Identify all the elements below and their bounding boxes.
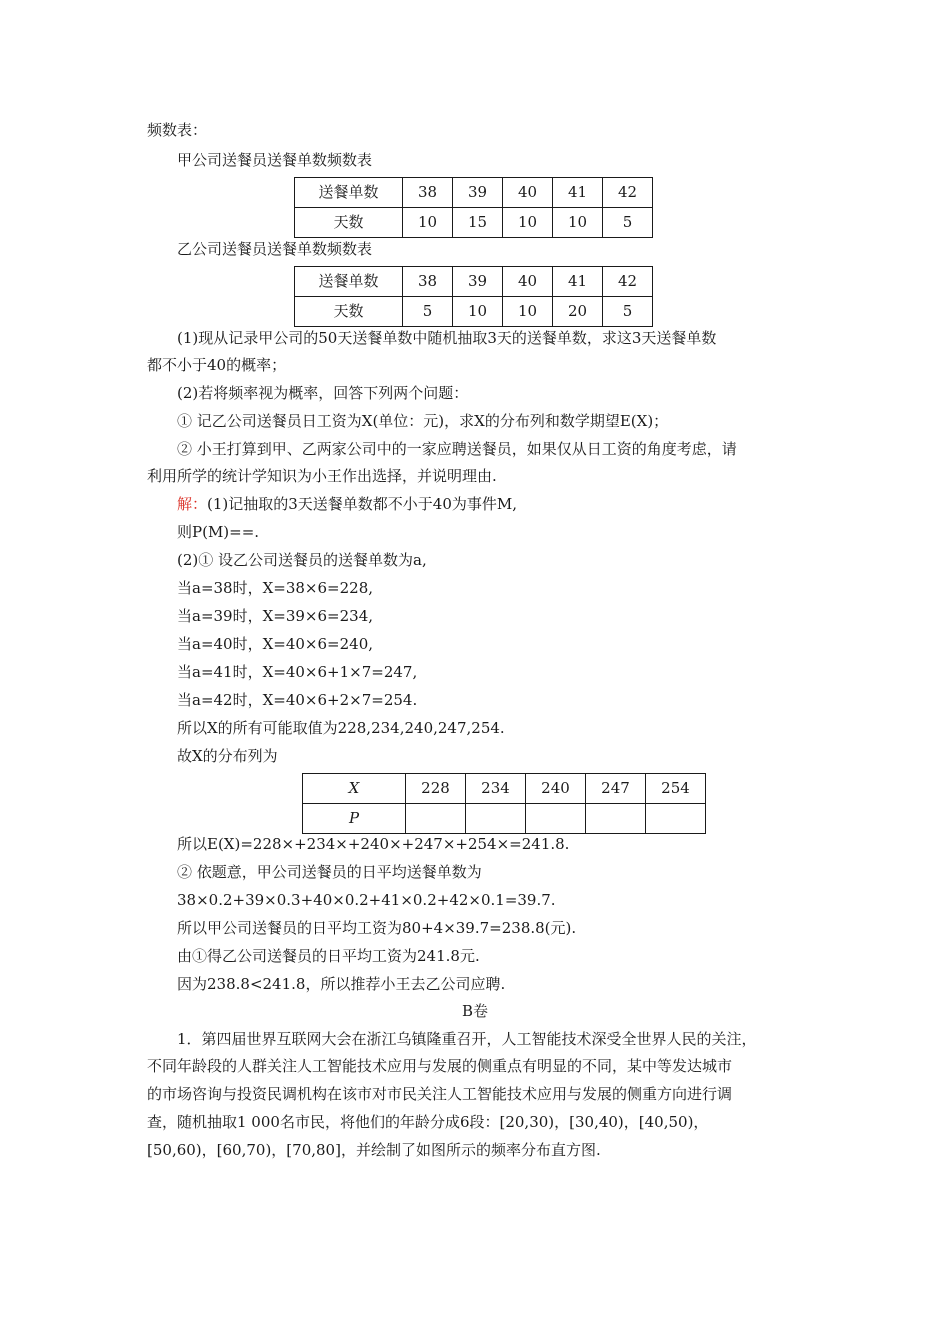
table-cell: 5	[603, 208, 653, 238]
table-cell: 5	[603, 297, 653, 327]
table-header-cell: 天数	[295, 208, 403, 238]
question-2-part-1: ① 记乙公司送餐员日工资为X(单位：元)，求X的分布列和数学期望E(X)；	[177, 412, 669, 430]
solution-line-16: 因为238.8<241.8，所以推荐小王去乙公司应聘.	[177, 975, 506, 993]
solution-line-13: 38×0.2+39×0.3+40×0.2+41×0.2+42×0.1=39.7.	[177, 891, 556, 909]
table-cell: 41	[553, 267, 603, 297]
table-cell: 234	[466, 774, 526, 804]
table-cell: 10	[503, 297, 553, 327]
table-header-cell: 送餐单数	[295, 178, 403, 208]
table-cell: 38	[403, 267, 453, 297]
table-b	[294, 266, 653, 327]
solution-line-7: 当a=41时，X=40×6+1×7=247,	[177, 663, 418, 681]
table-b-title: 乙公司送餐员送餐单数频数表	[177, 240, 373, 258]
table-cell	[466, 804, 526, 834]
table-cell: 240	[526, 774, 586, 804]
solution-line-10: 故X的分布列为	[177, 747, 278, 765]
solution-line-8: 当a=42时，X=40×6+2×7=254.	[177, 691, 418, 709]
table-cell: 40	[503, 267, 553, 297]
section-b-paragraph-line-4: 查，随机抽取1 000名市民，将他们的年龄分成6段：[20,30)，[30,40)，[40,50)，	[147, 1113, 709, 1131]
solution-line-12: ② 依题意，甲公司送餐员的日平均送餐单数为	[177, 863, 482, 881]
solution-line-14: 所以甲公司送餐员的日平均工资为80+4×39.7=238.8(元).	[177, 919, 577, 937]
section-b-paragraph-line-2: 不同年龄段的人群关注人工智能技术应用与发展的侧重点有明显的不同，某中等发达城市	[147, 1057, 733, 1075]
solution-line-15: 由①得乙公司送餐员的日平均工资为241.8元.	[177, 947, 480, 965]
table-row	[295, 267, 653, 297]
table-row	[295, 178, 653, 208]
solution-line-2: 则P(M)==.	[177, 523, 260, 541]
table-cell: 254	[646, 774, 706, 804]
table-header-cell: X	[303, 774, 406, 804]
question-2: (2)若将频率视为概率，回答下列两个问题：	[177, 384, 469, 402]
table-cell: 41	[553, 178, 603, 208]
table-row	[303, 804, 706, 834]
table-cell: 15	[453, 208, 503, 238]
table-header-cell: P	[303, 804, 406, 834]
table-cell	[406, 804, 466, 834]
table-cell: 10	[453, 297, 503, 327]
table-cell: 42	[603, 178, 653, 208]
table-cell	[646, 804, 706, 834]
table-cell	[586, 804, 646, 834]
solution-line-6: 当a=40时，X=40×6=240,	[177, 635, 374, 653]
table-cell: 228	[406, 774, 466, 804]
table-cell: 20	[553, 297, 603, 327]
question-1-line-2: 都不小于40的概率；	[147, 356, 287, 374]
solution-line-1	[177, 493, 517, 515]
solution-line-3: (2)① 设乙公司送餐员的送餐单数为a,	[177, 551, 427, 569]
table-header-cell: 送餐单数	[295, 267, 403, 297]
section-b-paragraph-line-5: [50,60)，[60,70)，[70,80]，并绘制了如图所示的频率分布直方图.	[147, 1141, 601, 1159]
intro-text: 频数表：	[147, 121, 208, 139]
table-cell: 247	[586, 774, 646, 804]
table-cell: 42	[603, 267, 653, 297]
section-b-title: B卷	[461, 1002, 489, 1020]
solution-line-4: 当a=38时，X=38×6=228,	[177, 579, 374, 597]
solution-line-11: 所以E(X)=228×+234×+240×+247×+254×=241.8.	[177, 835, 570, 853]
table-row	[295, 297, 653, 327]
table-row	[295, 208, 653, 238]
solution-label: 解：	[177, 495, 208, 513]
question-2-part-2-line-1: ② 小王打算到甲、乙两家公司中的一家应聘送餐员，如果仅从日工资的角度考虑，请	[177, 440, 737, 458]
table-a-title: 甲公司送餐员送餐单数频数表	[177, 151, 373, 169]
table-cell: 10	[503, 208, 553, 238]
question-2-part-2-line-2: 利用所学的统计学知识为小王作出选择，并说明理由.	[147, 467, 497, 485]
table-cell: 38	[403, 178, 453, 208]
table-row	[303, 774, 706, 804]
question-1-line-1: (1)现从记录甲公司的50天送餐单数中随机抽取3天的送餐单数，求这3天送餐单数	[177, 329, 717, 347]
table-cell	[526, 804, 586, 834]
section-b-paragraph-line-3: 的市场咨询与投资民调机构在该市对市民关注人工智能技术应用与发展的侧重方向进行调	[147, 1085, 733, 1103]
table-cell: 10	[403, 208, 453, 238]
solution-line-9: 所以X的所有可能取值为228,234,240,247,254.	[177, 719, 505, 737]
distribution-table	[302, 773, 706, 834]
table-header-cell: 天数	[295, 297, 403, 327]
table-cell: 39	[453, 178, 503, 208]
table-cell: 5	[403, 297, 453, 327]
table-cell: 39	[453, 267, 503, 297]
table-cell: 10	[553, 208, 603, 238]
table-cell: 40	[503, 178, 553, 208]
section-b-paragraph-line-1: 1．第四届世界互联网大会在浙江乌镇隆重召开，人工智能技术深受全世界人民的关注，	[177, 1030, 757, 1048]
table-a	[294, 177, 653, 238]
solution-line-5: 当a=39时，X=39×6=234,	[177, 607, 374, 625]
solution-text: (1)记抽取的3天送餐单数都不小于40为事件M,	[207, 495, 518, 513]
